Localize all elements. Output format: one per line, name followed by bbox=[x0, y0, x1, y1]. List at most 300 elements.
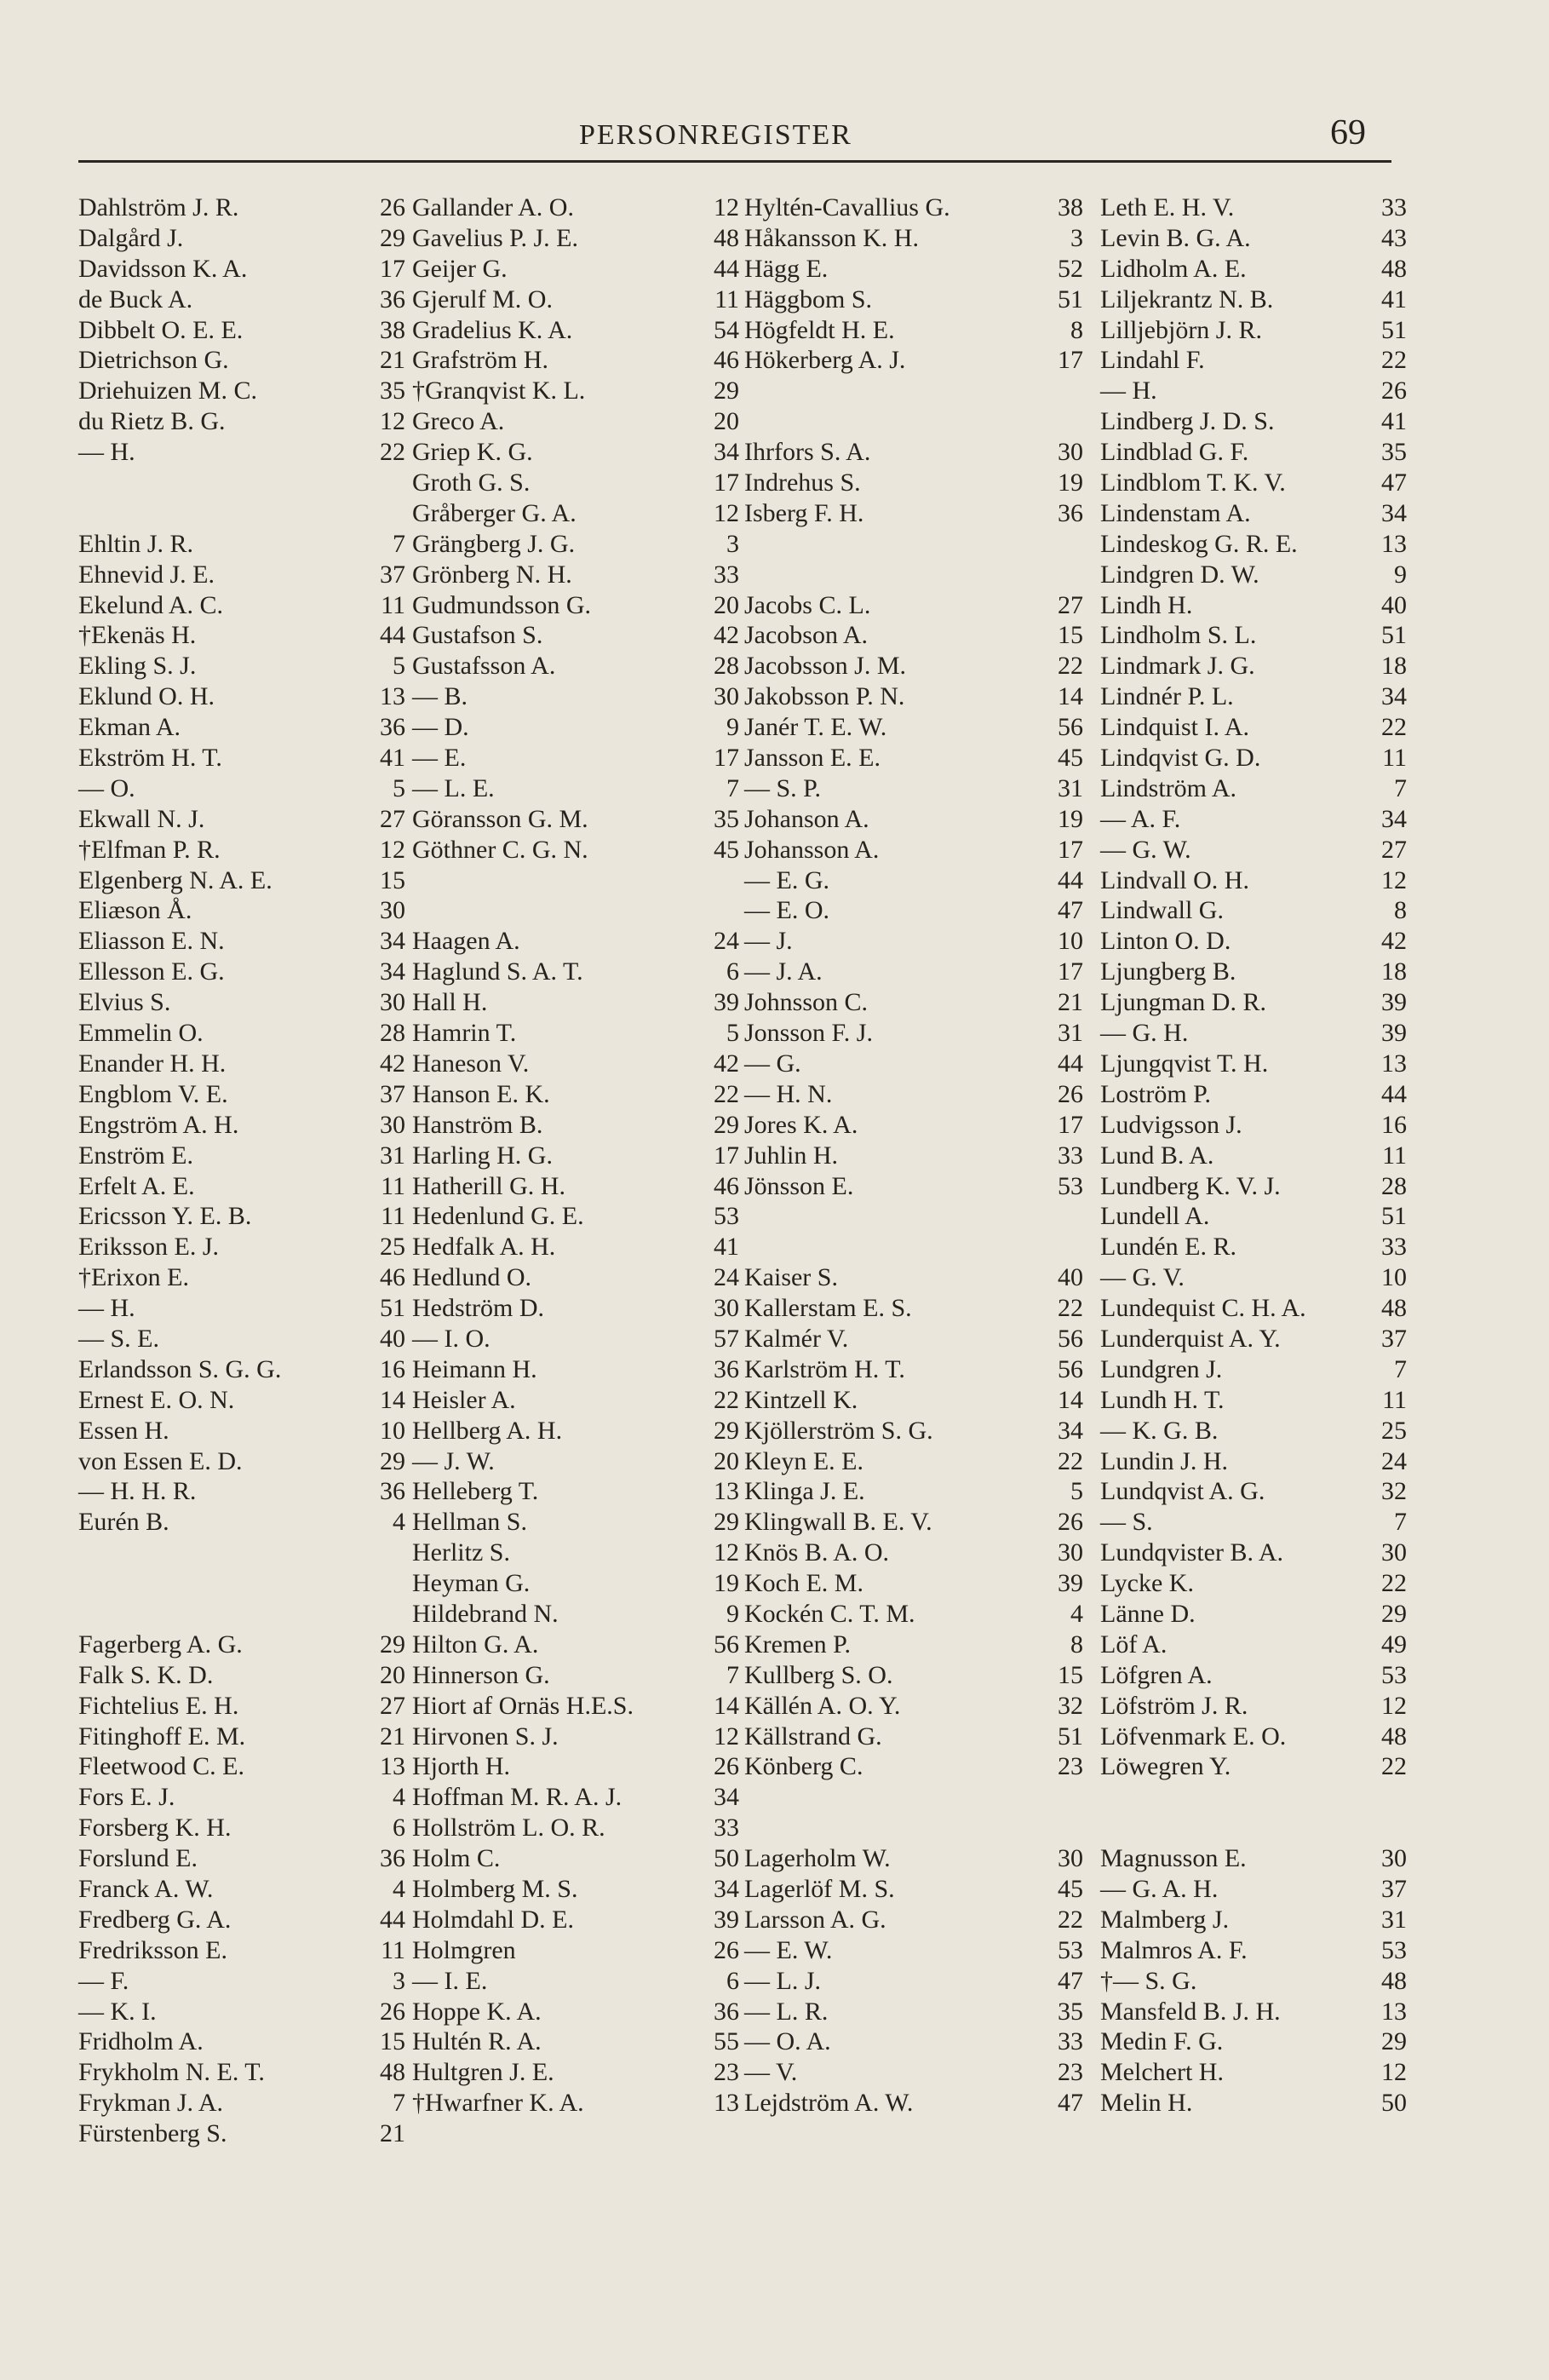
index-entry bbox=[1032, 1507, 1407, 1538]
page-ref: 24 bbox=[714, 1263, 739, 1292]
page-ref: 51 bbox=[1381, 621, 1407, 650]
entry-name: Gallander A. O. bbox=[412, 193, 574, 221]
index-entry bbox=[78, 2118, 405, 2149]
entry-name: Haglund S. A. T. bbox=[412, 957, 583, 986]
entry-name: Jakobsson P. N. bbox=[744, 682, 905, 711]
page-ref: 29 bbox=[714, 1508, 739, 1537]
entry-name: Koch E. M. bbox=[744, 1569, 863, 1598]
entry-name: Elgenberg N. A. E. bbox=[78, 865, 273, 894]
index-entry bbox=[1032, 285, 1407, 315]
index-entry bbox=[78, 1110, 405, 1141]
index-entry bbox=[412, 865, 739, 896]
index-entry bbox=[78, 681, 405, 712]
index-entry bbox=[78, 1722, 405, 1752]
index-entry bbox=[78, 651, 405, 681]
page-ref: 35 bbox=[1058, 1997, 1083, 2026]
index-entry bbox=[412, 835, 739, 865]
entry-name: Haagen A. bbox=[412, 927, 520, 956]
entry-name: Ehnevid J. E. bbox=[78, 560, 215, 589]
page-ref: 5 bbox=[1070, 1477, 1083, 1506]
page-ref: 13 bbox=[1381, 1049, 1407, 1078]
page-ref: 20 bbox=[714, 407, 739, 436]
page-ref: 5 bbox=[726, 1019, 739, 1048]
entry-name: Lindgren D. W. bbox=[1100, 560, 1259, 589]
page-ref: 39 bbox=[1381, 1019, 1407, 1048]
entry-name: Lindnér P. L. bbox=[1100, 682, 1234, 711]
index-entry bbox=[1032, 529, 1407, 560]
entry-name: Loström P. bbox=[1100, 1079, 1212, 1108]
entry-name: Lindqvist G. D. bbox=[1100, 744, 1261, 773]
index-entry bbox=[78, 1599, 405, 1630]
entry-name: Knös B. A. O. bbox=[744, 1538, 890, 1567]
index-entry bbox=[1032, 1171, 1407, 1202]
page-ref: 15 bbox=[380, 865, 405, 894]
page-ref: 45 bbox=[714, 835, 739, 864]
entry-name: — H. N. bbox=[744, 1079, 833, 1108]
index-entry bbox=[412, 1660, 739, 1691]
page-ref: 13 bbox=[380, 1752, 405, 1781]
entry-name: Linton O. D. bbox=[1100, 927, 1231, 956]
page-ref: 22 bbox=[714, 1385, 739, 1414]
entry-name: Groth G. S. bbox=[412, 469, 531, 497]
page-ref: 53 bbox=[714, 1202, 739, 1231]
index-entry bbox=[744, 468, 1075, 498]
entry-name: Högfeldt H. E. bbox=[744, 315, 895, 344]
page-ref: 11 bbox=[1382, 1385, 1407, 1414]
page-ref: 53 bbox=[1058, 1171, 1083, 1200]
index-entry bbox=[1032, 1324, 1407, 1354]
page-ref: 39 bbox=[1381, 988, 1407, 1017]
index-entry bbox=[78, 590, 405, 621]
entry-name: Hoffman M. R. A. J. bbox=[412, 1783, 622, 1812]
running-title: PERSONREGISTER bbox=[579, 119, 852, 151]
index-entry bbox=[78, 773, 405, 804]
page-ref: 42 bbox=[714, 621, 739, 650]
index-entry bbox=[744, 1507, 1075, 1538]
page-ref: 5 bbox=[393, 652, 405, 681]
entry-name: Jacobson A. bbox=[744, 621, 868, 650]
page-ref: 34 bbox=[714, 438, 739, 467]
index-entry bbox=[412, 987, 739, 1018]
entry-name: †Granqvist K. L. bbox=[412, 377, 586, 405]
index-entry bbox=[744, 1049, 1075, 1079]
page-ref: 9 bbox=[726, 1599, 739, 1628]
page-ref: 26 bbox=[380, 1997, 405, 2026]
page-ref: 12 bbox=[714, 193, 739, 221]
page-ref: 47 bbox=[1058, 896, 1083, 925]
page-ref: 36 bbox=[380, 1477, 405, 1506]
index-entry bbox=[412, 468, 739, 498]
index-entry bbox=[412, 437, 739, 468]
index-entry bbox=[1032, 1997, 1407, 2027]
entry-name: Hildebrand N. bbox=[412, 1599, 559, 1628]
index-entry bbox=[78, 1966, 405, 1997]
page-ref: 12 bbox=[380, 407, 405, 436]
entry-name: Ekling S. J. bbox=[78, 652, 197, 681]
page-ref: 30 bbox=[380, 1110, 405, 1139]
index-entry bbox=[412, 1293, 739, 1324]
entry-name: — S. bbox=[1100, 1508, 1153, 1537]
index-entry bbox=[744, 773, 1075, 804]
page-ref: 6 bbox=[726, 957, 739, 986]
page-ref: 29 bbox=[380, 1630, 405, 1659]
index-entry bbox=[744, 437, 1075, 468]
index-entry bbox=[1032, 1049, 1407, 1079]
entry-name: Länne D. bbox=[1100, 1599, 1196, 1628]
entry-name: — S. P. bbox=[744, 773, 822, 802]
page-ref: 29 bbox=[1381, 1599, 1407, 1628]
entry-name: Jacobsson J. M. bbox=[744, 652, 907, 681]
index-entry bbox=[1032, 1110, 1407, 1141]
page-ref: 24 bbox=[714, 927, 739, 956]
index-entry bbox=[744, 1110, 1075, 1141]
index-entry bbox=[78, 957, 405, 987]
entry-name: Lunderquist A. Y. bbox=[1100, 1324, 1281, 1353]
entry-name: Lundqvister B. A. bbox=[1100, 1538, 1283, 1567]
index-entry bbox=[412, 1476, 739, 1507]
entry-name: Hanström B. bbox=[412, 1110, 543, 1139]
entry-name: Klingwall B. E. V. bbox=[744, 1508, 932, 1537]
entry-name: Geijer G. bbox=[412, 254, 508, 283]
page-ref: 11 bbox=[1382, 1141, 1407, 1170]
entry-name: Fleetwood C. E. bbox=[78, 1752, 244, 1781]
index-entry bbox=[78, 835, 405, 865]
page-ref: 44 bbox=[1058, 1049, 1083, 1078]
page-ref: 56 bbox=[714, 1630, 739, 1659]
entry-name: Fagerberg A. G. bbox=[78, 1630, 243, 1659]
entry-name: Frykman J. A. bbox=[78, 2089, 224, 2118]
page-ref: 45 bbox=[1058, 744, 1083, 773]
entry-name: Enander H. H. bbox=[78, 1049, 227, 1078]
index-entry bbox=[1032, 345, 1407, 376]
entry-name: — G. bbox=[744, 1049, 801, 1078]
entry-name: Kremen P. bbox=[744, 1630, 851, 1659]
page-ref: 51 bbox=[1058, 285, 1083, 313]
entry-name: — E. W. bbox=[744, 1935, 833, 1964]
page-ref: 56 bbox=[1058, 713, 1083, 742]
entry-name: Hellman S. bbox=[412, 1508, 527, 1537]
entry-name: Ekelund A. C. bbox=[78, 590, 223, 619]
page-ref: 27 bbox=[1058, 590, 1083, 619]
entry-name: Gustafsson A. bbox=[412, 652, 556, 681]
index-entry bbox=[78, 1843, 405, 1874]
page-ref: 34 bbox=[380, 957, 405, 986]
index-entry bbox=[744, 1751, 1075, 1782]
entry-name: Lejdström A. W. bbox=[744, 2089, 914, 2118]
entry-name: Hiort af Ornäs H.E.S. bbox=[412, 1691, 634, 1720]
page-ref: 28 bbox=[380, 1019, 405, 1048]
index-entry bbox=[1032, 1935, 1407, 1966]
index-entry bbox=[412, 1324, 739, 1354]
index-entry bbox=[412, 773, 739, 804]
page-ref: 30 bbox=[380, 896, 405, 925]
entry-name: — H. H. R. bbox=[78, 1477, 197, 1506]
page-ref: 48 bbox=[1381, 254, 1407, 283]
page-ref: 34 bbox=[1381, 498, 1407, 527]
page-ref: 27 bbox=[380, 804, 405, 833]
page-ref: 34 bbox=[714, 1783, 739, 1812]
entry-name: — V. bbox=[744, 2058, 798, 2087]
page-ref: 48 bbox=[1381, 1966, 1407, 1995]
index-entry bbox=[78, 1354, 405, 1385]
page-ref: 13 bbox=[714, 2089, 739, 2118]
page-ref: 13 bbox=[714, 1477, 739, 1506]
entry-name: — J. bbox=[744, 927, 793, 956]
index-entry bbox=[1032, 376, 1407, 406]
index-entry bbox=[1032, 987, 1407, 1018]
entry-name: Löwegren Y. bbox=[1100, 1752, 1231, 1781]
page-ref: 7 bbox=[1394, 773, 1407, 802]
index-entry bbox=[1032, 712, 1407, 743]
entry-name: — A. F. bbox=[1100, 804, 1181, 833]
page-ref: 34 bbox=[1058, 1416, 1083, 1445]
page-ref: 14 bbox=[1058, 1385, 1083, 1414]
page-ref: 22 bbox=[1058, 1446, 1083, 1475]
page-ref: 22 bbox=[1058, 1905, 1083, 1934]
entry-name: Kalmér V. bbox=[744, 1324, 849, 1353]
index-column-4 bbox=[1032, 193, 1407, 2118]
page-ref: 12 bbox=[1381, 1691, 1407, 1720]
index-entry bbox=[1032, 1630, 1407, 1660]
page-ref: 45 bbox=[1058, 1874, 1083, 1903]
page-ref: 29 bbox=[380, 223, 405, 252]
entry-name: Gustafson S. bbox=[412, 621, 543, 650]
entry-name: †Erixon E. bbox=[78, 1263, 189, 1292]
index-entry bbox=[412, 193, 739, 223]
entry-name: Lundgren J. bbox=[1100, 1354, 1223, 1383]
entry-name: von Essen E. D. bbox=[78, 1446, 243, 1475]
page-ref: 57 bbox=[714, 1324, 739, 1353]
entry-name: †Elfman P. R. bbox=[78, 835, 221, 864]
index-entry bbox=[744, 1966, 1075, 1997]
index-entry bbox=[744, 376, 1075, 406]
page-ref: 49 bbox=[1381, 1630, 1407, 1659]
page-ref: 37 bbox=[380, 560, 405, 589]
entry-name: Ljungberg B. bbox=[1100, 957, 1236, 986]
page-ref: 30 bbox=[1381, 1844, 1407, 1873]
page-ref: 54 bbox=[714, 315, 739, 344]
index-entry bbox=[78, 2057, 405, 2088]
index-entry bbox=[412, 498, 739, 529]
entry-name: Mansfeld B. J. H. bbox=[1100, 1997, 1281, 2026]
index-entry bbox=[412, 1722, 739, 1752]
index-entry bbox=[744, 804, 1075, 835]
entry-name: Ellesson E. G. bbox=[78, 957, 225, 986]
entry-name: Lidholm A. E. bbox=[1100, 254, 1247, 283]
entry-name: Lindmark J. G. bbox=[1100, 652, 1255, 681]
entry-name: Hökerberg A. J. bbox=[744, 346, 906, 375]
index-entry bbox=[78, 1232, 405, 1262]
entry-name: Ekwall N. J. bbox=[78, 804, 205, 833]
page-ref: 22 bbox=[380, 438, 405, 467]
page-ref: 36 bbox=[714, 1997, 739, 2026]
entry-name: Franck A. W. bbox=[78, 1874, 214, 1903]
index-entry bbox=[744, 2088, 1075, 2118]
index-entry bbox=[78, 1293, 405, 1324]
index-entry bbox=[744, 681, 1075, 712]
page-ref: 50 bbox=[1381, 2089, 1407, 2118]
index-entry bbox=[78, 1385, 405, 1416]
index-entry bbox=[412, 651, 739, 681]
index-entry bbox=[744, 1813, 1075, 1843]
page-ref: 36 bbox=[1058, 498, 1083, 527]
index-column-1 bbox=[78, 193, 405, 2149]
entry-name: — H. bbox=[78, 1294, 135, 1323]
entry-name: Herlitz S. bbox=[412, 1538, 510, 1567]
page-ref: 21 bbox=[380, 346, 405, 375]
page-ref: 40 bbox=[1058, 1263, 1083, 1292]
page-ref: 30 bbox=[714, 1294, 739, 1323]
entry-name: Lundberg K. V. J. bbox=[1100, 1171, 1281, 1200]
index-entry bbox=[1032, 1568, 1407, 1599]
page-ref: 11 bbox=[381, 1935, 405, 1964]
page-ref: 20 bbox=[380, 1660, 405, 1689]
index-entry bbox=[78, 1935, 405, 1966]
index-entry bbox=[744, 1660, 1075, 1691]
page-ref: 17 bbox=[1058, 1110, 1083, 1139]
entry-name: Holmberg M. S. bbox=[412, 1874, 578, 1903]
index-entry bbox=[78, 2088, 405, 2118]
page-ref: 10 bbox=[380, 1416, 405, 1445]
index-entry bbox=[744, 1324, 1075, 1354]
index-entry bbox=[1032, 1476, 1407, 1507]
page-ref: 42 bbox=[714, 1049, 739, 1078]
entry-name: Helleberg T. bbox=[412, 1477, 539, 1506]
page-ref: 7 bbox=[393, 529, 405, 558]
index-entry bbox=[78, 560, 405, 590]
index-entry bbox=[744, 2026, 1075, 2057]
entry-name: Lagerholm W. bbox=[744, 1844, 891, 1873]
index-entry bbox=[412, 1385, 739, 1416]
index-entry bbox=[78, 315, 405, 346]
page-ref: 31 bbox=[1381, 1905, 1407, 1934]
index-entry bbox=[412, 529, 739, 560]
page-ref: 12 bbox=[1381, 865, 1407, 894]
entry-name: Fredriksson E. bbox=[78, 1935, 227, 1964]
entry-name: — L. R. bbox=[744, 1997, 829, 2026]
entry-name: Lindström A. bbox=[1100, 773, 1237, 802]
index-entry bbox=[412, 712, 739, 743]
index-entry bbox=[744, 345, 1075, 376]
index-entry bbox=[412, 1538, 739, 1568]
page-ref: 22 bbox=[714, 1079, 739, 1108]
entry-name: Kjöllerström S. G. bbox=[744, 1416, 933, 1445]
page-ref: 14 bbox=[1058, 682, 1083, 711]
index-entry bbox=[1032, 1691, 1407, 1722]
entry-name: Ericsson Y. E. B. bbox=[78, 1202, 252, 1231]
page-ref: 12 bbox=[714, 1538, 739, 1567]
index-entry bbox=[744, 620, 1075, 651]
entry-name: Liljekrantz N. B. bbox=[1100, 285, 1274, 313]
entry-name: Lundén E. R. bbox=[1100, 1233, 1236, 1262]
page-ref: 30 bbox=[1058, 1844, 1083, 1873]
entry-name: Lindwall G. bbox=[1100, 896, 1224, 925]
index-entry bbox=[412, 1049, 739, 1079]
entry-name: — G. W. bbox=[1100, 835, 1191, 864]
index-entry bbox=[412, 1966, 739, 1997]
entry-name: Hägg E. bbox=[744, 254, 829, 283]
entry-name: — G. V. bbox=[1100, 1263, 1185, 1292]
page-ref: 42 bbox=[380, 1049, 405, 1078]
page-ref: 12 bbox=[380, 835, 405, 864]
entry-name: Kallerstam E. S. bbox=[744, 1294, 912, 1323]
index-entry bbox=[744, 254, 1075, 285]
index-entry bbox=[744, 743, 1075, 773]
entry-name: Könberg C. bbox=[744, 1752, 863, 1781]
index-entry bbox=[412, 1568, 739, 1599]
entry-name: Lindh H. bbox=[1100, 590, 1193, 619]
index-entry bbox=[78, 1171, 405, 1202]
page-ref: 44 bbox=[714, 254, 739, 283]
index-entry bbox=[744, 651, 1075, 681]
index-entry bbox=[1032, 1966, 1407, 1997]
page-ref: 17 bbox=[714, 469, 739, 497]
index-entry bbox=[744, 1874, 1075, 1905]
index-entry bbox=[744, 590, 1075, 621]
index-entry bbox=[412, 2057, 739, 2088]
page-ref: 16 bbox=[1381, 1110, 1407, 1139]
index-entry bbox=[412, 1141, 739, 1171]
entry-name: Melin H. bbox=[1100, 2089, 1193, 2118]
entry-name: Ihrfors S. A. bbox=[744, 438, 871, 467]
index-entry bbox=[412, 2088, 739, 2118]
page-ref: 18 bbox=[1381, 957, 1407, 986]
page-ref: 7 bbox=[1394, 1354, 1407, 1383]
index-entry bbox=[78, 376, 405, 406]
entry-name: Melchert H. bbox=[1100, 2058, 1224, 2087]
entry-name: Enström E. bbox=[78, 1141, 193, 1170]
entry-name: Heisler A. bbox=[412, 1385, 516, 1414]
page-ref: 10 bbox=[1381, 1263, 1407, 1292]
entry-name: Löfström J. R. bbox=[1100, 1691, 1248, 1720]
page-ref: 21 bbox=[380, 1722, 405, 1751]
page-ref: 53 bbox=[1381, 1935, 1407, 1964]
entry-name: Ljungqvist T. H. bbox=[1100, 1049, 1269, 1078]
entry-name: Lindberg J. D. S. bbox=[1100, 407, 1275, 436]
page-ref: 34 bbox=[380, 927, 405, 956]
index-entry bbox=[1032, 1416, 1407, 1446]
page-ref: 10 bbox=[1058, 927, 1083, 956]
index-entry bbox=[1032, 223, 1407, 254]
index-entry bbox=[744, 1171, 1075, 1202]
entry-name: Engblom V. E. bbox=[78, 1079, 228, 1108]
index-entry bbox=[412, 1171, 739, 1202]
index-entry bbox=[744, 1843, 1075, 1874]
index-entry bbox=[412, 1630, 739, 1660]
page-ref: 41 bbox=[1381, 285, 1407, 313]
entry-name: Malmros A. F. bbox=[1100, 1935, 1248, 1964]
page-ref: 17 bbox=[1058, 835, 1083, 864]
entry-name: Grafström H. bbox=[412, 346, 548, 375]
page-ref: 40 bbox=[1381, 590, 1407, 619]
entry-name: — F. bbox=[78, 1966, 129, 1995]
index-column-3 bbox=[744, 193, 1075, 2118]
page-ref: 36 bbox=[380, 713, 405, 742]
page-ref: 33 bbox=[1381, 1233, 1407, 1262]
index-entry bbox=[1032, 590, 1407, 621]
page-ref: 56 bbox=[1058, 1324, 1083, 1353]
index-entry bbox=[412, 1691, 739, 1722]
page-ref: 3 bbox=[726, 529, 739, 558]
entry-name: — I. E. bbox=[412, 1966, 488, 1995]
entry-name: Källén A. O. Y. bbox=[744, 1691, 901, 1720]
page-ref: 29 bbox=[380, 1446, 405, 1475]
entry-name: Fredberg G. A. bbox=[78, 1905, 232, 1934]
page-ref: 30 bbox=[1381, 1538, 1407, 1567]
index-entry bbox=[1032, 1262, 1407, 1293]
page-ref: 11 bbox=[714, 285, 739, 313]
entry-name: Ekström H. T. bbox=[78, 744, 222, 773]
